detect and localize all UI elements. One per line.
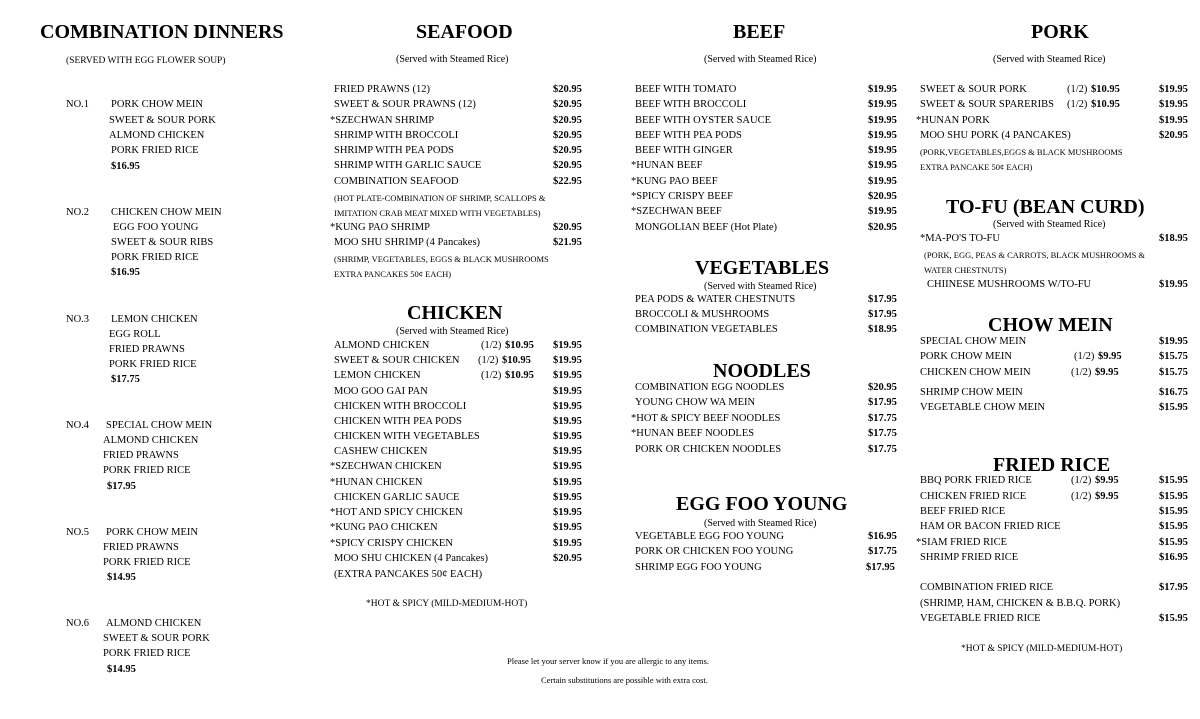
menu-item-name: SHRIMP WITH BROCCOLI: [334, 130, 459, 141]
menu-item-price: $20.95: [1159, 130, 1188, 141]
menu-item-name: BEEF FRIED RICE: [920, 506, 1006, 517]
menu-item-name: *KUNG PAO BEEF: [631, 176, 718, 187]
menu-item-name: *MA-PO'S TO-FU: [920, 233, 1000, 244]
combo-item: PORK FRIED RICE: [111, 252, 199, 263]
allergy-note: Please let your server know if you are allergic to any items.: [507, 656, 709, 666]
menu-item-price: $17.75: [868, 413, 897, 424]
menu-item-price: $19.95: [868, 115, 897, 126]
combo-item: SWEET & SOUR PORK: [103, 633, 210, 644]
menu-item-name: YOUNG CHOW WA MEIN: [635, 397, 756, 408]
menu-item-name: *SPICY CRISPY BEEF: [631, 191, 733, 202]
menu-item-name: (EXTRA PANCAKES 50¢ EACH): [334, 569, 483, 580]
combo-item: PORK FRIED RICE: [103, 557, 191, 568]
menu-item-name: FRIED PRAWNS (12): [334, 84, 430, 95]
half-portion-label: (1/2): [478, 355, 499, 366]
menu-item-name: COMBINATION EGG NOODLES: [635, 382, 785, 393]
menu-item-price: $17.95: [1159, 582, 1188, 593]
menu-item-name: *HUNAN BEEF NOODLES: [631, 428, 755, 439]
menu-item-price: $19.95: [553, 492, 582, 503]
menu-item-name: BEEF WITH PEA PODS: [635, 130, 742, 141]
menu-item-price: $20.95: [868, 191, 897, 202]
menu-item-name: *HUNAN CHICKEN: [330, 477, 423, 488]
menu-item-name: SHRIMP EGG FOO YOUNG: [635, 562, 762, 573]
half-portion-label: (1/2): [1067, 84, 1088, 95]
half-portion-label: (1/2): [1071, 367, 1092, 378]
half-portion-label: (1/2): [1071, 475, 1092, 486]
menu-item-price: $20.95: [553, 553, 582, 564]
menu-item-price: $17.75: [868, 546, 897, 557]
menu-item-name: PORK OR CHICKEN FOO YOUNG: [635, 546, 794, 557]
menu-item-name: VEGETABLE FRIED RICE: [920, 613, 1041, 624]
menu-item-price: $19.95: [553, 477, 582, 488]
menu-item-price: $16.75: [1159, 387, 1188, 398]
menu-item-price: $15.95: [1159, 402, 1188, 413]
menu-item-name: *HOT & SPICY BEEF NOODLES: [631, 413, 781, 424]
menu-item-price: $18.95: [868, 324, 897, 335]
menu-item-price: $19.95: [553, 431, 582, 442]
menu-item-name: SWEET & SOUR SPARERIBS: [920, 99, 1054, 110]
menu-item-name: *HUNAN BEEF: [631, 160, 703, 171]
menu-item-price: $19.95: [553, 340, 582, 351]
menu-item-name: BEEF WITH TOMATO: [635, 84, 737, 95]
combo-item: FRIED PRAWNS: [109, 344, 185, 355]
item-note: EXTRA PANCAKES 50¢ EACH): [334, 269, 452, 279]
menu-item-price: $20.95: [553, 99, 582, 110]
combo-item: SWEET & SOUR RIBS: [111, 237, 214, 248]
menu-item-price: $18.95: [1159, 233, 1188, 244]
chow-mein-title: CHOW MEIN: [988, 314, 1113, 336]
menu-item-price: $19.95: [868, 206, 897, 217]
menu-item-price: $15.75: [1159, 367, 1188, 378]
menu-item-name: *HOT AND SPICY CHICKEN: [330, 507, 463, 518]
menu-item-name: PORK OR CHICKEN NOODLES: [635, 444, 782, 455]
half-portion-price: $9.95: [1095, 475, 1119, 486]
menu-item-price: $17.95: [868, 309, 897, 320]
item-note: EXTRA PANCAKE 50¢ EACH): [920, 162, 1033, 172]
menu-item-name: SHRIMP CHOW MEIN: [920, 387, 1023, 398]
menu-item-name: *SZECHWAN BEEF: [631, 206, 722, 217]
beef-title: BEEF: [733, 21, 786, 43]
menu-item-name: *HUNAN PORK: [916, 115, 990, 126]
menu-item-price: $20.95: [553, 130, 582, 141]
combo-item: PORK FRIED RICE: [103, 465, 191, 476]
menu-item-name: SPECIAL CHOW MEIN: [920, 336, 1027, 347]
menu-item-price: $20.95: [868, 382, 897, 393]
combo-item: PORK FRIED RICE: [111, 145, 199, 156]
combo-no: NO.1: [66, 99, 90, 110]
menu-item-price: $15.95: [1159, 475, 1188, 486]
menu-item-price: $19.95: [553, 401, 582, 412]
menu-item-price: $17.95: [868, 294, 897, 305]
half-portion-price: $10.95: [505, 340, 534, 351]
menu-item-price: $20.95: [553, 115, 582, 126]
item-note: WATER CHESTNUTS): [924, 265, 1007, 275]
half-portion-label: (1/2): [1071, 491, 1092, 502]
menu-item-name: SHRIMP WITH PEA PODS: [334, 145, 454, 156]
menu-item-name: LEMON CHICKEN: [334, 370, 421, 381]
combo-item: SWEET & SOUR PORK: [109, 115, 216, 126]
hot-spicy-note: *HOT & SPICY (MILD-MEDIUM-HOT): [961, 644, 1123, 654]
combo-item: FRIED PRAWNS: [103, 542, 179, 553]
menu-item-name: CHICKEN WITH VEGETABLES: [334, 431, 480, 442]
combo-item: CHICKEN CHOW MEIN: [111, 207, 222, 218]
menu-item-price: $19.95: [553, 370, 582, 381]
menu-item-name: BEEF WITH BROCCOLI: [635, 99, 747, 110]
menu-item-price: $19.95: [868, 145, 897, 156]
chicken-subtitle: (Served with Steamed Rice): [396, 326, 509, 337]
menu-item-name: MOO GOO GAI PAN: [334, 386, 428, 397]
menu-item-price: $15.95: [1159, 521, 1188, 532]
tofu-subtitle: (Served with Steamed Rice): [993, 219, 1106, 230]
beef-subtitle: (Served with Steamed Rice): [704, 54, 817, 65]
combo-no: NO.4: [66, 420, 90, 431]
menu-item-name: PEA PODS & WATER CHESTNUTS: [635, 294, 796, 305]
combo-item: ALMOND CHICKEN: [109, 130, 205, 141]
menu-item-price: $16.95: [1159, 552, 1188, 563]
menu-item-name: BEEF WITH OYSTER SAUCE: [635, 115, 772, 126]
menu-item-price: $21.95: [553, 237, 582, 248]
menu-item-name: VEGETABLE EGG FOO YOUNG: [635, 531, 784, 542]
menu-item-name: VEGETABLE CHOW MEIN: [920, 402, 1045, 413]
menu-item-name: BBQ PORK FRIED RICE: [920, 475, 1032, 486]
half-portion-price: $10.95: [1091, 84, 1120, 95]
combo-price: $17.75: [111, 374, 140, 385]
combo-item: ALMOND CHICKEN: [106, 618, 202, 629]
menu-item-price: $19.95: [553, 446, 582, 457]
combo-item: EGG FOO YOUNG: [113, 222, 199, 233]
menu-item-price: $19.95: [553, 538, 582, 549]
menu-item-name: SHRIMP FRIED RICE: [920, 552, 1019, 563]
menu-item-price: $20.95: [553, 145, 582, 156]
combo-price: $16.95: [111, 267, 140, 278]
item-note: (PORK, EGG, PEAS & CARROTS, BLACK MUSHROOMS &: [924, 250, 1146, 260]
menu-item-name: (SHRIMP, HAM, CHICKEN & B.B.Q. PORK): [920, 598, 1121, 609]
menu-item-name: *SPICY CRISPY CHICKEN: [330, 538, 453, 549]
menu-item-price: $19.95: [553, 522, 582, 533]
combo-item: ALMOND CHICKEN: [103, 435, 199, 446]
combo-price: $16.95: [111, 161, 140, 172]
menu-item-price: $19.95: [868, 176, 897, 187]
menu-item-price: $19.95: [1159, 99, 1188, 110]
combo-item: PORK FRIED RICE: [109, 359, 197, 370]
combo-no: NO.3: [66, 314, 90, 325]
half-portion-label: (1/2): [1067, 99, 1088, 110]
menu-item-price: $20.95: [868, 222, 897, 233]
menu-item-name: MOO SHU PORK (4 PANCAKES): [920, 130, 1071, 141]
vegetables-title: VEGETABLES: [695, 257, 830, 279]
egg-foo-young-subtitle: (Served with Steamed Rice): [704, 518, 817, 529]
substitution-note: Certain substitutions are possible with extra cost.: [541, 675, 708, 685]
menu-item-name: *SIAM FRIED RICE: [916, 537, 1008, 548]
half-portion-price: $9.95: [1098, 351, 1122, 362]
menu-item-price: $19.95: [553, 461, 582, 472]
half-portion-price: $9.95: [1095, 491, 1119, 502]
seafood-subtitle: (Served with Steamed Rice): [396, 54, 509, 65]
combo-note: (SERVED WITH EGG FLOWER SOUP): [66, 56, 226, 66]
menu-item-name: COMBINATION SEAFOOD: [334, 176, 459, 187]
menu-item-name: SHRIMP WITH GARLIC SAUCE: [334, 160, 482, 171]
menu-item-name: CHIINESE MUSHROOMS W/TO-FU: [927, 279, 1092, 290]
pork-subtitle: (Served with Steamed Rice): [993, 54, 1106, 65]
combo-no: NO.5: [66, 527, 90, 538]
fried-rice-title: FRIED RICE: [993, 454, 1111, 476]
menu-item-price: $15.95: [1159, 506, 1188, 517]
hot-spicy-note: *HOT & SPICY (MILD-MEDIUM-HOT): [366, 599, 528, 609]
half-portion-price: $10.95: [505, 370, 534, 381]
combo-title: COMBINATION DINNERS: [40, 21, 284, 43]
menu-item-name: ALMOND CHICKEN: [334, 340, 430, 351]
menu-item-price: $19.95: [1159, 279, 1188, 290]
item-note: IMITATION CRAB MEAT MIXED WITH VEGETABLES): [334, 208, 541, 218]
menu-item-price: $16.95: [868, 531, 897, 542]
menu-item-name: *SZECHWAN SHRIMP: [330, 115, 435, 126]
menu-item-name: CHICKEN CHOW MEIN: [920, 367, 1031, 378]
menu-item-price: $15.95: [1159, 613, 1188, 624]
combo-no: NO.6: [66, 618, 90, 629]
menu-item-name: SWEET & SOUR PRAWNS (12): [334, 99, 476, 110]
menu-item-price: $19.95: [553, 355, 582, 366]
half-portion-label: (1/2): [1074, 351, 1095, 362]
menu-item-price: $17.75: [868, 428, 897, 439]
menu-item-name: COMBINATION VEGETABLES: [635, 324, 778, 335]
menu-item-price: $19.95: [868, 99, 897, 110]
menu-item-name: CHICKEN GARLIC SAUCE: [334, 492, 460, 503]
menu-item-price: $20.95: [553, 222, 582, 233]
menu-item-price: $19.95: [553, 507, 582, 518]
half-portion-price: $10.95: [502, 355, 531, 366]
menu-item-name: MONGOLIAN BEEF (Hot Plate): [635, 222, 778, 233]
combo-item: PORK FRIED RICE: [103, 648, 191, 659]
menu-item-name: MOO SHU SHRIMP (4 Pancakes): [334, 237, 481, 248]
menu-item-price: $22.95: [553, 176, 582, 187]
menu-item-price: $19.95: [868, 84, 897, 95]
menu-item-price: $19.95: [553, 386, 582, 397]
item-note: (HOT PLATE-COMBINATION OF SHRIMP, SCALLOPS &: [334, 193, 546, 203]
menu-item-name: *KUNG PAO CHICKEN: [330, 522, 438, 533]
menu-item-price: $15.75: [1159, 351, 1188, 362]
menu-item-name: CHICKEN WITH BROCCOLI: [334, 401, 467, 412]
combo-item: SPECIAL CHOW MEIN: [106, 420, 213, 431]
menu-item-name: BROCCOLI & MUSHROOMS: [635, 309, 770, 320]
item-note: (SHRIMP, VEGETABLES, EGGS & BLACK MUSHROOMS: [334, 254, 549, 264]
seafood-title: SEAFOOD: [416, 21, 513, 43]
menu-item-price: $20.95: [553, 84, 582, 95]
menu-item-name: BEEF WITH GINGER: [635, 145, 733, 156]
menu-item-price: $15.95: [1159, 537, 1188, 548]
combo-no: NO.2: [66, 207, 90, 218]
half-portion-price: $9.95: [1095, 367, 1119, 378]
combo-price: $14.95: [107, 664, 136, 675]
menu-item-price: $17.75: [868, 444, 897, 455]
menu-item-name: HAM OR BACON FRIED RICE: [920, 521, 1061, 532]
egg-foo-young-title: EGG FOO YOUNG: [676, 493, 848, 515]
menu-item-name: SWEET & SOUR PORK: [920, 84, 1027, 95]
menu-item-name: CASHEW CHICKEN: [334, 446, 428, 457]
menu-item-price: $19.95: [1159, 115, 1188, 126]
menu-item-name: CHICKEN FRIED RICE: [920, 491, 1027, 502]
vegetables-subtitle: (Served with Steamed Rice): [704, 281, 817, 292]
menu-item-price: $20.95: [553, 160, 582, 171]
half-portion-label: (1/2): [481, 340, 502, 351]
chicken-title: CHICKEN: [407, 302, 503, 324]
menu-item-price: $17.95: [868, 397, 897, 408]
menu-item-price: $19.95: [1159, 84, 1188, 95]
menu-item-name: MOO SHU CHICKEN (4 Pancakes): [334, 553, 488, 564]
tofu-title: TO-FU (BEAN CURD): [946, 196, 1145, 218]
menu-item-name: COMBINATION FRIED RICE: [920, 582, 1054, 593]
menu-item-price: $19.95: [1159, 336, 1188, 347]
menu-item-price: $15.95: [1159, 491, 1188, 502]
menu-item-name: *KUNG PAO SHRIMP: [330, 222, 430, 233]
menu-item-name: CHICKEN WITH PEA PODS: [334, 416, 462, 427]
menu-item-price: $19.95: [553, 416, 582, 427]
half-portion-price: $10.95: [1091, 99, 1120, 110]
combo-item: FRIED PRAWNS: [103, 450, 179, 461]
menu-item-name: SWEET & SOUR CHICKEN: [334, 355, 460, 366]
combo-item: EGG ROLL: [109, 329, 161, 340]
menu-item-name: PORK CHOW MEIN: [920, 351, 1012, 362]
menu-item-name: *SZECHWAN CHICKEN: [330, 461, 442, 472]
half-portion-label: (1/2): [481, 370, 502, 381]
noodles-title: NOODLES: [713, 360, 811, 382]
pork-title: PORK: [1031, 21, 1089, 43]
menu-item-price: $19.95: [868, 160, 897, 171]
combo-price: $17.95: [107, 481, 136, 492]
combo-item: LEMON CHICKEN: [111, 314, 198, 325]
combo-price: $14.95: [107, 572, 136, 583]
menu-item-price: $19.95: [868, 130, 897, 141]
combo-item: PORK CHOW MEIN: [106, 527, 198, 538]
item-note: (PORK,VEGETABLES,EGGS & BLACK MUSHROOMS: [920, 147, 1123, 157]
combo-item: PORK CHOW MEIN: [111, 99, 203, 110]
menu-item-price: $17.95: [866, 562, 895, 573]
